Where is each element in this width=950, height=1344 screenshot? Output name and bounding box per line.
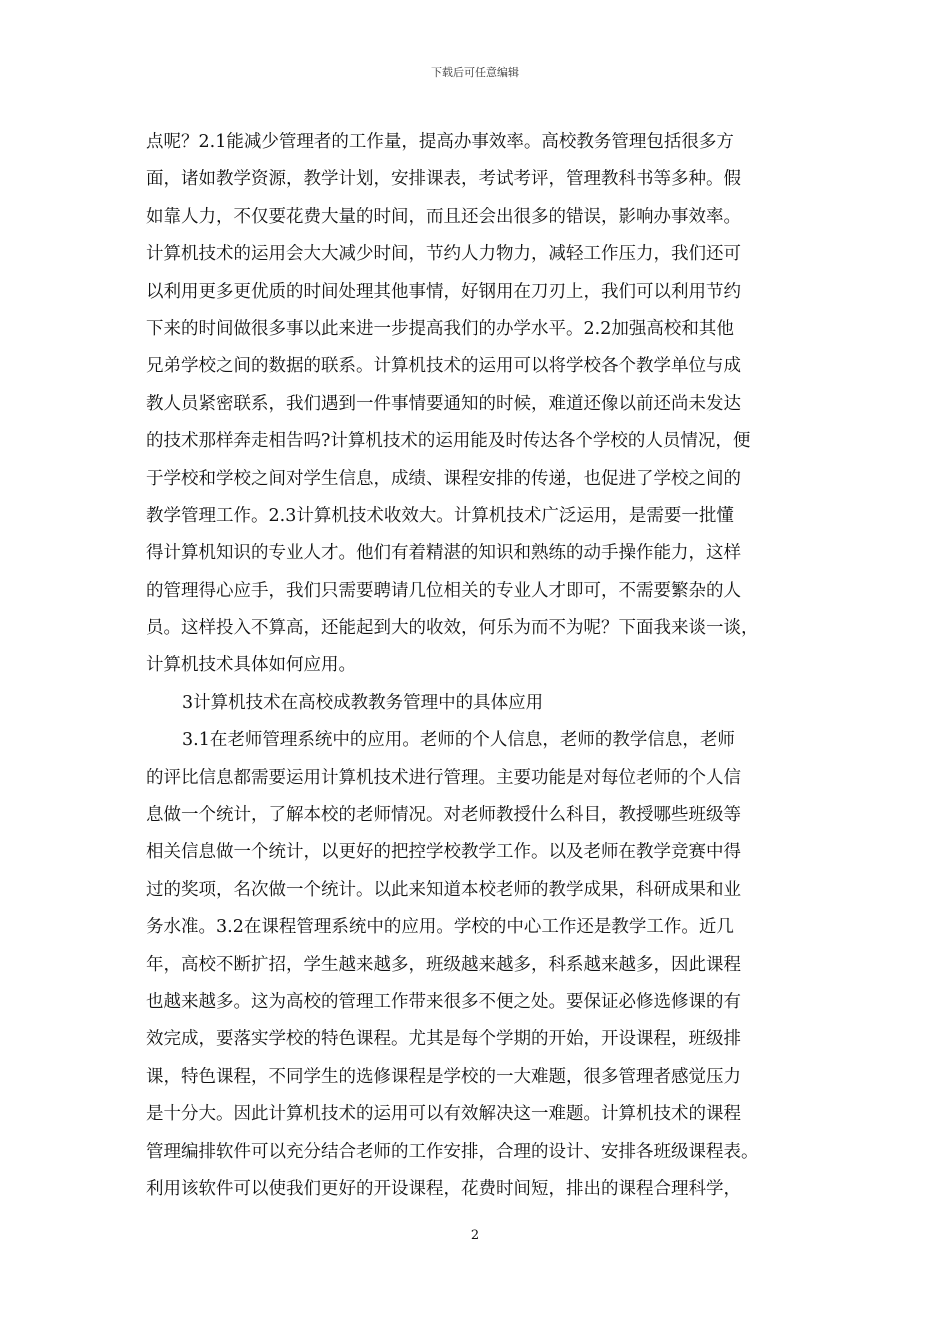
- paragraph-line: 教人员紧密联系，我们遇到一件事情要通知的时候，难道还像以前还尚未发达: [146, 393, 741, 414]
- paragraph-line: 如靠人力，不仅要花费大量的时间，而且还会出很多的错误，影响办事效率。: [146, 206, 741, 227]
- paragraph-line: 计算机技术的运用会大大减少时间，节约人力物力，减轻工作压力，我们还可: [146, 244, 741, 265]
- paragraph-line: 相关信息做一个统计，以更好的把控学校教学工作。以及老师在教学竞赛中得: [146, 842, 741, 863]
- paragraph-line: 管理编排软件可以充分结合老师的工作安排，合理的设计、安排各班级课程表。: [146, 1141, 759, 1162]
- paragraph-line: 年，高校不断扩招，学生越来越多，班级越来越多，科系越来越多，因此课程: [146, 954, 741, 975]
- body-text: [146, 124, 814, 1208]
- page-header: 下载后可任意编辑: [431, 66, 519, 79]
- paragraph-line: 以利用更多更优质的时间处理其他事情，好钢用在刀刃上，我们可以利用节约: [146, 281, 741, 302]
- paragraph-line: 务水准。3.2在课程管理系统中的应用。学校的中心工作还是教学工作。近几: [146, 917, 734, 938]
- paragraph-line: 的评比信息都需要运用计算机技术进行管理。主要功能是对每位老师的个人信: [146, 767, 741, 788]
- paragraph-line: 的管理得心应手，我们只需要聘请几位相关的专业人才即可，不需要繁杂的人: [146, 580, 741, 601]
- paragraph-line: 下来的时间做很多事以此来进一步提高我们的办学水平。2.2加强高校和其他: [146, 318, 734, 339]
- paragraph-line: 也越来越多。这为高校的管理工作带来很多不便之处。要保证必修选修课的有: [146, 991, 741, 1012]
- paragraph-line: 息做一个统计，了解本校的老师情况。对老师教授什么科目，教授哪些班级等: [146, 805, 741, 826]
- paragraph-line: 面，诸如教学资源，教学计划，安排课表，考试考评，管理教科书等多种。假: [146, 169, 741, 190]
- paragraph-line: 利用该软件可以使我们更好的开设课程，花费时间短，排出的课程合理科学，: [146, 1178, 741, 1199]
- paragraph-line: 于学校和学校之间对学生信息，成绩、课程安排的传递，也促进了学校之间的: [146, 468, 741, 489]
- paragraph-line: 员。这样投入不算高，还能起到大的收效，何乐为而不为呢？下面我来谈一谈，: [146, 618, 759, 639]
- paragraph-line: 得计算机知识的专业人才。他们有着精湛的知识和熟练的动手操作能力，这样: [146, 543, 741, 564]
- paragraph-line: 点呢？2.1能减少管理者的工作量，提高办事效率。高校教务管理包括很多方: [146, 132, 734, 152]
- page-number: 2: [470, 1228, 480, 1243]
- paragraph-line: 兄弟学校之间的数据的联系。计算机技术的运用可以将学校各个教学单位与成: [146, 356, 741, 377]
- paragraph-line: 过的奖项，名次做一个统计。以此来知道本校老师的教学成果，科研成果和业: [146, 879, 741, 900]
- section-heading: 3计算机技术在高校成教教务管理中的具体应用: [182, 692, 544, 713]
- paragraph-line: 的技术那样奔走相告吗?计算机技术的运用能及时传达各个学校的人员情况，便: [146, 431, 751, 452]
- paragraph-line: 效完成，要落实学校的特色课程。尤其是每个学期的开始，开设课程，班级排: [146, 1029, 741, 1050]
- paragraph-line: 教学管理工作。2.3计算机技术收效大。计算机技术广泛运用，是需要一批懂: [146, 505, 734, 526]
- paragraph-line: 是十分大。因此计算机技术的运用可以有效解决这一难题。计算机技术的课程: [146, 1104, 741, 1125]
- paragraph-line: 课，特色课程，不同学生的选修课程是学校的一大难题，很多管理者感觉压力: [146, 1066, 741, 1087]
- paragraph-line: 3.1在老师管理系统中的应用。老师的个人信息，老师的教学信息，老师: [182, 730, 735, 751]
- paragraph-line: 计算机技术具体如何应用。: [146, 655, 356, 676]
